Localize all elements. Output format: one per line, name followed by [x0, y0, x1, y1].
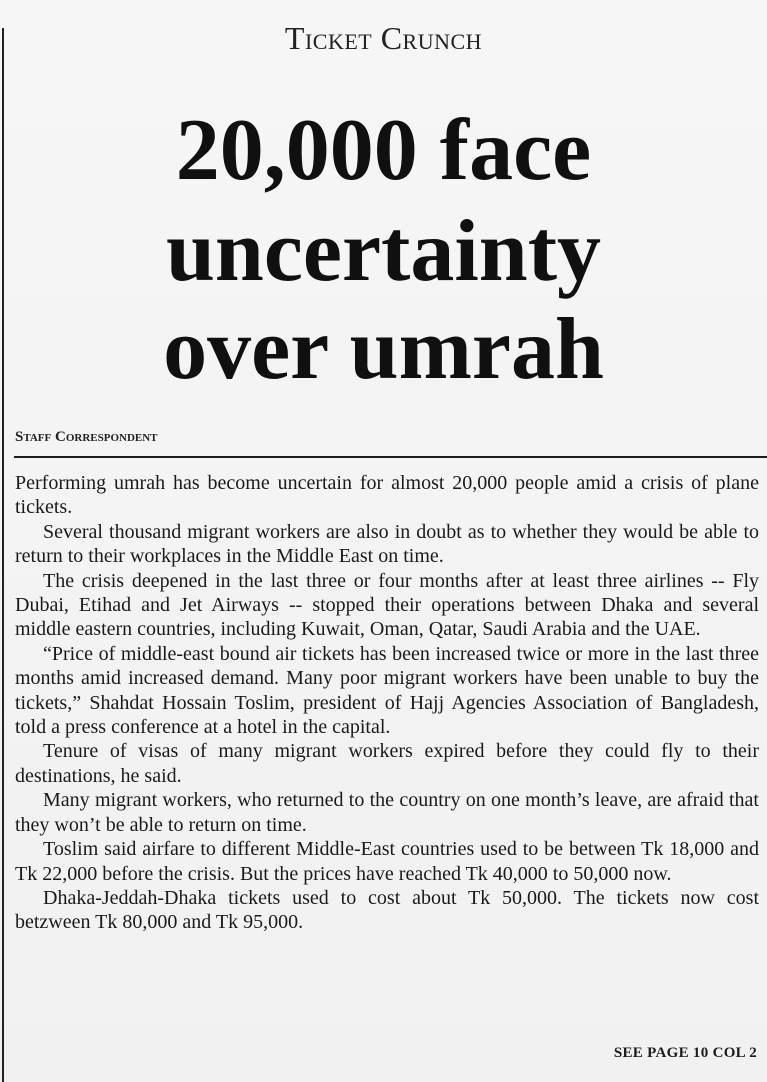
paragraph-4: “Price of middle-east bound air tickets has been increased twice or more in the last three months amid increased demand. Many poor migrant workers have been unable to buy the tickets,” Shahdat Hossain Toslim, president of Hajj Agencies Association of Bangladesh, told a press conference at a hotel in the capital. — [15, 642, 759, 739]
article-body — [15, 471, 759, 935]
headline-line-1: 20,000 face — [175, 102, 592, 199]
paragraph-2: Several thousand migrant workers are also in doubt as to whether they would be able to return to their workplaces in the Middle East on time. — [15, 520, 759, 568]
byline: Staff Correspondent — [15, 429, 158, 445]
paragraph-1: Performing umrah has become uncertain for almost 20,000 people amid a crisis of plane tickets. — [15, 472, 759, 519]
paragraph-5: Tenure of visas of many migrant workers expired before they could fly to their destinations, he said. — [15, 740, 759, 787]
continuation-jump: SEE PAGE 10 COL 2 — [613, 1045, 757, 1061]
headline-line-3: over umrah — [163, 301, 604, 398]
paragraph-3: The crisis deepened in the last three or four months after at least three airlines -- Fly Dubai, Etihad and Jet Airways -- stopped their operations between Dhaka and several middle eastern countries, including Kuwait, Oman, Qatar, Saudi Arabia and the UAE. — [15, 569, 759, 641]
headline-line-2: uncertainty — [165, 203, 602, 300]
paragraph-6: Many migrant workers, who returned to the country on one month’s leave, are afraid that they won’t be able to return on time. — [15, 789, 759, 836]
kicker: Ticket Crunch — [284, 20, 483, 56]
paragraph-8: Dhaka-Jeddah-Dhaka tickets used to cost about Tk 50,000. The tickets now cost betzween Tk 80,000 and Tk 95,000. — [15, 886, 759, 934]
paragraph-7: Toslim said airfare to different Middle-East countries used to be between Tk 18,000 and Tk 22,000 before the crisis. But the prices have reached Tk 40,000 to 50,000 now. — [15, 838, 759, 885]
byline-divider — [14, 456, 767, 458]
